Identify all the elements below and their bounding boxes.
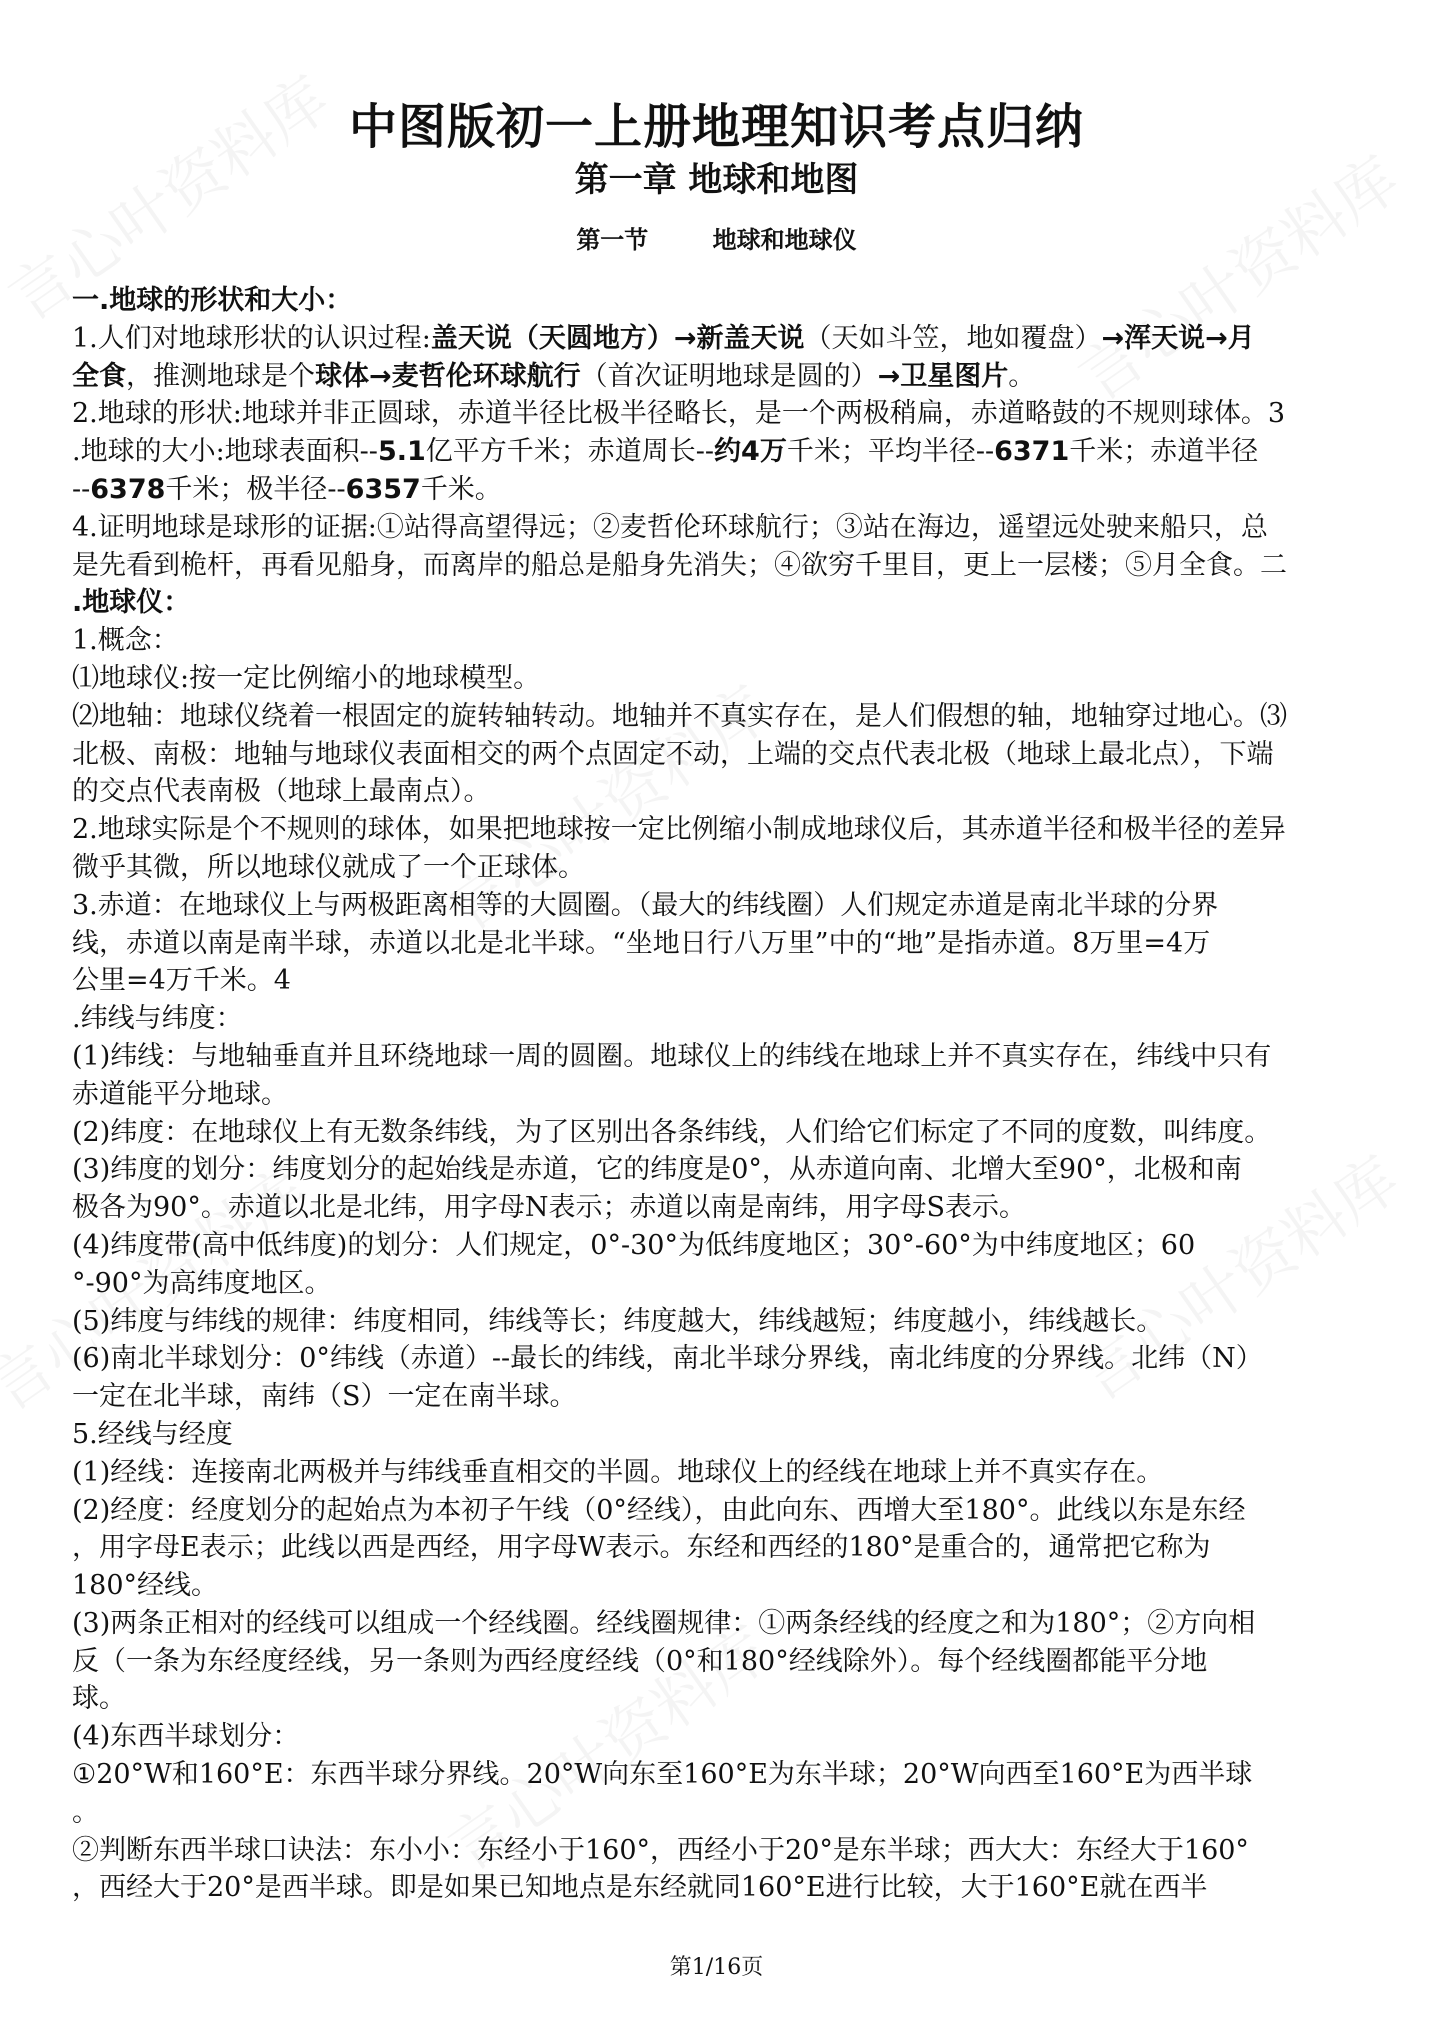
text-line bbox=[72, 698, 1384, 736]
document-body bbox=[72, 282, 1384, 1907]
text-run: (3)两条正相对的经线可以组成一个经线圈。经线圈规律：①两条经线的经度之和为180°；②方向相 bbox=[72, 1607, 1256, 1639]
text-run: 。 bbox=[1008, 360, 1036, 392]
page-number: 第1/16页 bbox=[669, 1955, 764, 1980]
text-line bbox=[72, 1378, 1384, 1416]
text-run: 1.概念： bbox=[72, 625, 179, 657]
text-run: ，西经大于20°是西半球。即是如果已知地点是东经就同160°E进行比较，大于160°E就在西半 bbox=[72, 1872, 1208, 1904]
text-line bbox=[72, 320, 1384, 358]
text-line bbox=[72, 547, 1384, 585]
bold-text: .地球仪： bbox=[72, 587, 191, 619]
text-line bbox=[72, 1794, 1384, 1832]
text-line bbox=[72, 773, 1384, 811]
text-line bbox=[72, 1529, 1384, 1567]
text-run: (2)经度：经度划分的起始点为本初子午线（0°经线），由此向东、西增大至180°。此线以东是东经 bbox=[72, 1494, 1246, 1526]
text-line bbox=[72, 358, 1384, 396]
text-line bbox=[72, 1605, 1384, 1643]
bold-text: 全食 bbox=[72, 360, 126, 392]
text-run: 是先看到桅杆，再看见船身，而离岸的船总是船身先消失；④欲穷千里目，更上一层楼；⑤月全食。二 bbox=[72, 549, 1287, 581]
bold-text: 约4万 bbox=[714, 436, 787, 468]
text-run: 2.地球的形状:地球并非正圆球，赤道半径比极半径略长，是一个两极稍扁，赤道略鼓的不规则球体。3 bbox=[72, 398, 1286, 430]
text-run: 极各为90°。赤道以北是北纬，用字母N表示；赤道以南是南纬，用字母S表示。 bbox=[72, 1192, 1026, 1224]
text-run: 千米。 bbox=[420, 473, 502, 505]
text-line bbox=[72, 849, 1384, 887]
section-number: 第一节 bbox=[576, 226, 649, 254]
text-run: （天如斗笠，地如覆盘） bbox=[804, 322, 1102, 354]
text-run: (1)经线：连接南北两极并与纬线垂直相交的半圆。地球仪上的经线在地球上并不真实存在。 bbox=[72, 1456, 1164, 1488]
text-line bbox=[72, 1454, 1384, 1492]
text-run: 。 bbox=[72, 1796, 99, 1828]
text-run: 3.赤道：在地球仪上与两极距离相等的大圆圈。（最大的纬线圈）人们规定赤道是南北半球的分界 bbox=[72, 889, 1219, 921]
text-run: 赤道能平分地球。 bbox=[72, 1078, 288, 1110]
text-line bbox=[72, 1869, 1384, 1907]
text-line bbox=[72, 660, 1384, 698]
text-line bbox=[72, 1076, 1384, 1114]
text-line bbox=[72, 1303, 1384, 1341]
text-run: ，用字母E表示；此线以西是西经，用字母W表示。东经和西经的180°是重合的，通常把它称为 bbox=[72, 1532, 1211, 1564]
bold-text: →卫星图片 bbox=[877, 360, 1009, 392]
text-run: 微乎其微，所以地球仪就成了一个正球体。 bbox=[72, 851, 585, 883]
bold-text: 6371 bbox=[994, 436, 1070, 468]
text-line bbox=[72, 395, 1384, 433]
bold-text: 6378 bbox=[90, 473, 166, 505]
text-line bbox=[72, 1756, 1384, 1794]
text-line bbox=[72, 1680, 1384, 1718]
bold-text: 一.地球的形状和大小： bbox=[72, 285, 353, 316]
text-line bbox=[72, 1000, 1384, 1038]
text-run: (5)纬度与纬线的规律：纬度相同，纬线等长；纬度越大，纬线越短；纬度越小，纬线越长。 bbox=[72, 1305, 1164, 1337]
text-run: 亿平方千米；赤道周长-- bbox=[425, 436, 715, 468]
text-run: .地球的大小:地球表面积-- bbox=[72, 436, 378, 468]
text-line bbox=[72, 1643, 1384, 1681]
text-line bbox=[72, 1265, 1384, 1303]
text-line bbox=[72, 962, 1384, 1000]
text-line bbox=[72, 1227, 1384, 1265]
text-line bbox=[72, 811, 1384, 849]
text-run: 180°经线。 bbox=[72, 1570, 219, 1602]
text-run: 2.地球实际是个不规则的球体，如果把地球按一定比例缩小制成地球仪后，其赤道半径和极半径的差异 bbox=[72, 814, 1286, 846]
text-line bbox=[72, 584, 1384, 622]
text-run: (6)南北半球划分：0°纬线（赤道）--最长的纬线，南北半球分界线，南北纬度的分界线。北纬（N） bbox=[72, 1343, 1263, 1375]
bold-text: 球体→麦哲伦环球航行 bbox=[315, 360, 581, 392]
text-line bbox=[72, 1832, 1384, 1870]
text-run: 反（一条为东经度经线，另一条则为西经度经线（0°和180°经线除外）。每个经线圈都能平分地 bbox=[72, 1645, 1208, 1677]
text-line bbox=[72, 1189, 1384, 1227]
text-run: (4)纬度带(高中低纬度)的划分：人们规定，0°-30°为低纬度地区；30°-60°为中纬度地区；60 bbox=[72, 1229, 1196, 1261]
text-run: (3)纬度的划分：纬度划分的起始线是赤道，它的纬度是0°，从赤道向南、北增大至90°，北极和南 bbox=[72, 1154, 1242, 1186]
text-run: -- bbox=[72, 473, 91, 505]
text-line bbox=[72, 925, 1384, 963]
text-line bbox=[72, 1492, 1384, 1530]
text-line bbox=[72, 1038, 1384, 1076]
text-run: (2)纬度：在地球仪上有无数条纬线，为了区别出各条纬线，人们给它们标定了不同的度数，叫纬度。 bbox=[72, 1116, 1272, 1148]
text-run: (4)东西半球划分： bbox=[72, 1721, 300, 1753]
text-run: .纬线与纬度： bbox=[72, 1003, 243, 1035]
text-run: 1.人们对地球形状的认识过程: bbox=[72, 322, 431, 354]
text-run: ①20°W和160°E：东西半球分界线。20°W向东至160°E为东半球；20°W向西至160°E为西半球 bbox=[72, 1759, 1253, 1791]
text-run: ⑵地轴：地球仪绕着一根固定的旋转轴转动。地轴并不真实存在，是人们假想的轴，地轴穿过地心。⑶ bbox=[72, 700, 1287, 732]
text-run: 北极、南极：地轴与地球仪表面相交的两个点固定不动，上端的交点代表北极（地球上最北点），下端 bbox=[72, 738, 1274, 770]
text-line bbox=[72, 1114, 1384, 1152]
text-run: °-90°为高纬度地区。 bbox=[72, 1267, 332, 1299]
text-run: 公里=4万千米。4 bbox=[72, 965, 291, 997]
section-heading bbox=[0, 220, 1433, 255]
text-run: 的交点代表南极（地球上最南点）。 bbox=[72, 776, 491, 808]
text-run: ⑴地球仪:按一定比例缩小的地球模型。 bbox=[72, 662, 541, 694]
text-line bbox=[72, 887, 1384, 925]
text-line bbox=[72, 433, 1384, 471]
text-line bbox=[72, 736, 1384, 774]
document-title: 中图版初一上册地理知识考点归纳 bbox=[348, 99, 1084, 155]
text-run: ②判断东西半球口诀法：东小小：东经小于160°，西经小于20°是东半球；西大大：东经大于160° bbox=[72, 1834, 1249, 1866]
text-run: 千米；赤道半径 bbox=[1069, 436, 1259, 468]
chapter-heading: 第一章 地球和地图 bbox=[574, 160, 859, 200]
text-line bbox=[72, 1340, 1384, 1378]
text-line bbox=[72, 1567, 1384, 1605]
text-run: 5.经线与经度 bbox=[72, 1418, 233, 1450]
text-run: 千米；平均半径-- bbox=[786, 436, 995, 468]
text-run: 4.证明地球是球形的证据:①站得高望得远；②麦哲伦环球航行；③站在海边，遥望远处驶来船只，总 bbox=[72, 511, 1268, 543]
section-name: 地球和地球仪 bbox=[712, 226, 857, 254]
bold-text: 5.1 bbox=[377, 436, 426, 468]
text-line bbox=[72, 509, 1384, 547]
text-line bbox=[72, 622, 1384, 660]
text-run: 球。 bbox=[72, 1683, 126, 1715]
text-run: 线，赤道以南是南半球，赤道以北是北半球。“坐地日行八万里”中的“地”是指赤道。8万里=4万 bbox=[72, 927, 1211, 959]
bold-text: →浑天说→月 bbox=[1101, 322, 1255, 354]
text-run: (1)纬线：与地轴垂直并且环绕地球一周的圆圈。地球仪上的纬线在地球上并不真实存在，纬线中只有 bbox=[72, 1040, 1272, 1072]
text-run: ，推测地球是个 bbox=[126, 360, 315, 392]
text-line bbox=[72, 282, 1384, 320]
text-run: （首次证明地球是圆的） bbox=[580, 360, 878, 392]
bold-text: 6357 bbox=[345, 473, 421, 505]
text-run: 千米；极半径-- bbox=[165, 473, 346, 505]
text-run: 一定在北半球，南纬（S）一定在南半球。 bbox=[72, 1381, 577, 1413]
bold-text: 盖天说（天圆地方）→新盖天说 bbox=[430, 322, 805, 354]
text-line bbox=[72, 1416, 1384, 1454]
text-line bbox=[72, 471, 1384, 509]
text-line bbox=[72, 1151, 1384, 1189]
text-line bbox=[72, 1718, 1384, 1756]
